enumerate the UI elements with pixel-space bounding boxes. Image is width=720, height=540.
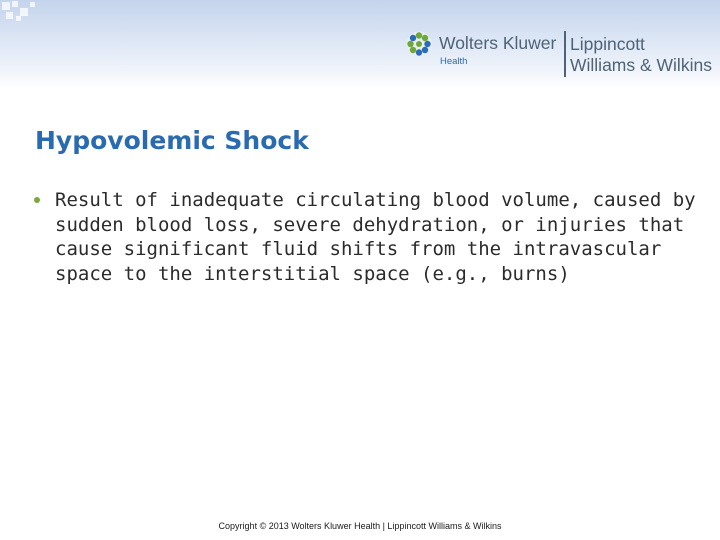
bullet-text: Result of inadequate circulating blood volume, caused by sudden blood loss, severe dehydration, or injuries that cause significant fluid shifts from the intravascular space to the interstitial space (e.g., burns)	[55, 189, 696, 285]
bullet-dot-icon	[34, 197, 40, 203]
logo-imprint-line2: Williams & Wilkins	[570, 55, 712, 75]
copyright-footer: Copyright © 2013 Wolters Kluwer Health | Lippincott Williams & Wilkins	[218, 521, 502, 531]
publisher-logo	[406, 28, 716, 80]
logo-division-text: Health	[440, 56, 468, 67]
decorative-squares	[0, 0, 60, 24]
logo-brand-text: Wolters Kluwer	[439, 33, 557, 53]
bullet-list	[34, 188, 702, 286]
slide-title: Hypovolemic Shock	[35, 126, 309, 155]
logo-imprint-line1: Lippincott	[570, 34, 645, 54]
bullet-item	[34, 188, 702, 286]
wolters-kluwer-mark-icon	[406, 31, 432, 57]
logo-divider	[564, 31, 566, 77]
header-band	[0, 0, 720, 88]
